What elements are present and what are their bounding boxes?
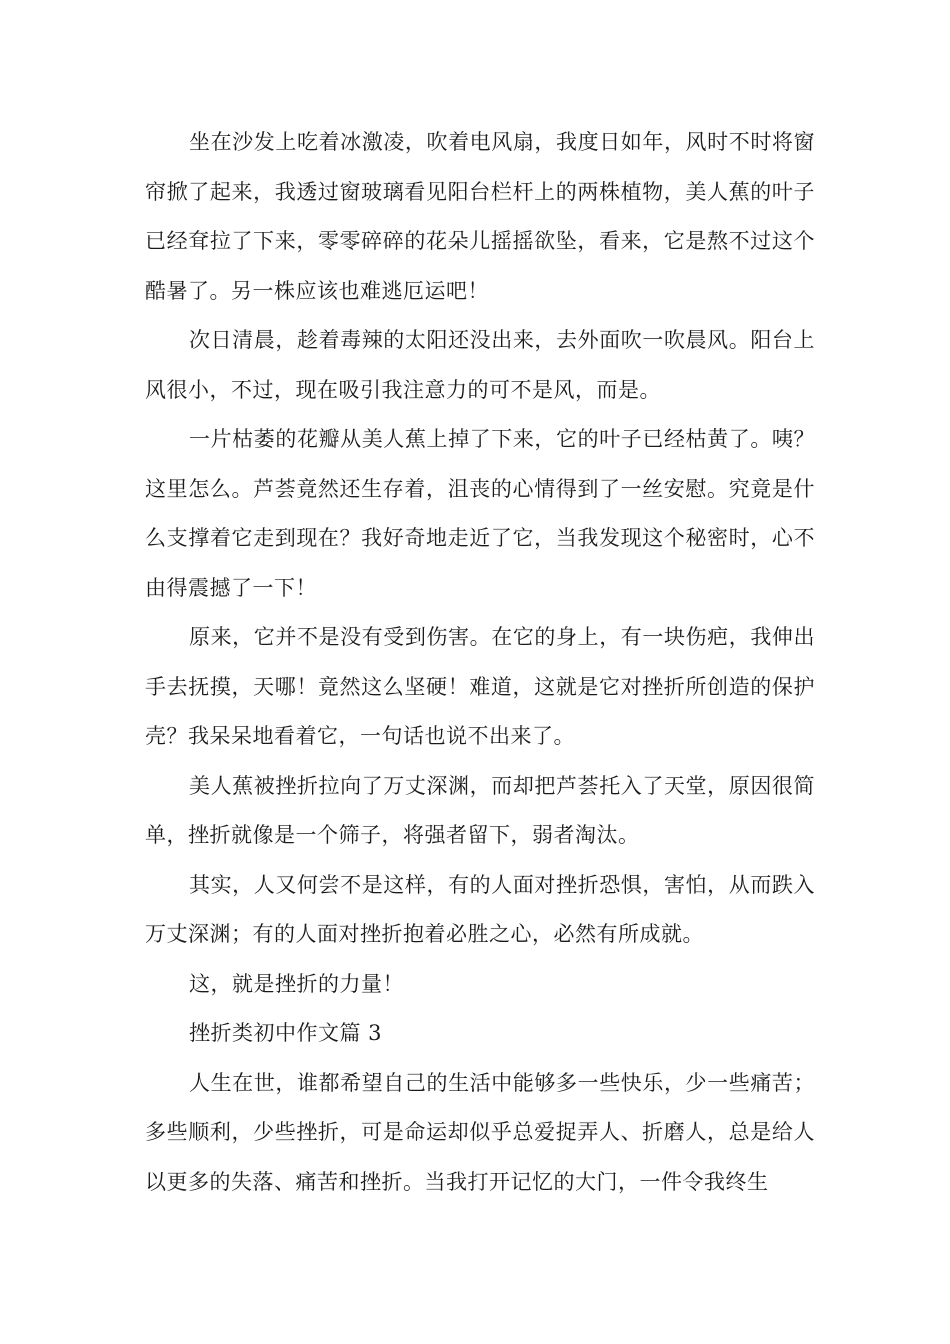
- paragraph: 其实，人又何尝不是这样，有的人面对挫折恐惧，害怕，从而跌入万丈深渊；有的人面对挫折抱着必胜之心，必然有所成就。: [145, 872, 815, 946]
- paragraph: 坐在沙发上吃着冰激凌，吹着电风扇，我度日如年，风时不时将窗帘掀了起来，我透过窗玻璃看见阳台栏杆上的两株植物，美人蕉的叶子已经耷拉了下来，零零碎碎的花朵儿摇摇欲坠，看来，它是熬不过这个酷暑了。另一株应该也难逃厄运吧！: [145, 130, 815, 303]
- paragraph: 一片枯萎的花瓣从美人蕉上掉了下来，它的叶子已经枯黄了。咦？这里怎么。芦荟竟然还生存着，沮丧的心情得到了一丝安慰。究竟是什么支撑着它走到现在？我好奇地走近了它，当我发现这个秘密时，心不由得震撼了一下！: [145, 427, 815, 600]
- article-body: [145, 118, 815, 1207]
- paragraph: 人生在世，谁都希望自己的生活中能够多一些快乐，少一些痛苦；多些顺利，少些挫折，可是命运却似乎总爱捉弄人、折磨人，总是给人以更多的失落、痛苦和挫折。当我打开记忆的大门，一件令我终生: [145, 1070, 815, 1194]
- paragraph: 美人蕉被挫折拉向了万丈深渊，而却把芦荟托入了天堂，原因很简单，挫折就像是一个筛子，将强者留下，弱者淘汰。: [145, 773, 815, 847]
- paragraph: 原来，它并不是没有受到伤害。在它的身上，有一块伤疤，我伸出手去抚摸，天哪！竟然这么坚硬！难道，这就是它对挫折所创造的保护壳？我呆呆地看着它，一句话也说不出来了。: [145, 625, 815, 748]
- paragraph: 次日清晨，趁着毒辣的太阳还没出来，去外面吹一吹晨风。阳台上风很小，不过，现在吸引我注意力的可不是风，而是。: [145, 328, 815, 402]
- paragraph: 这，就是挫折的力量！: [189, 971, 404, 996]
- section-heading: 挫折类初中作文篇 3: [189, 1021, 383, 1045]
